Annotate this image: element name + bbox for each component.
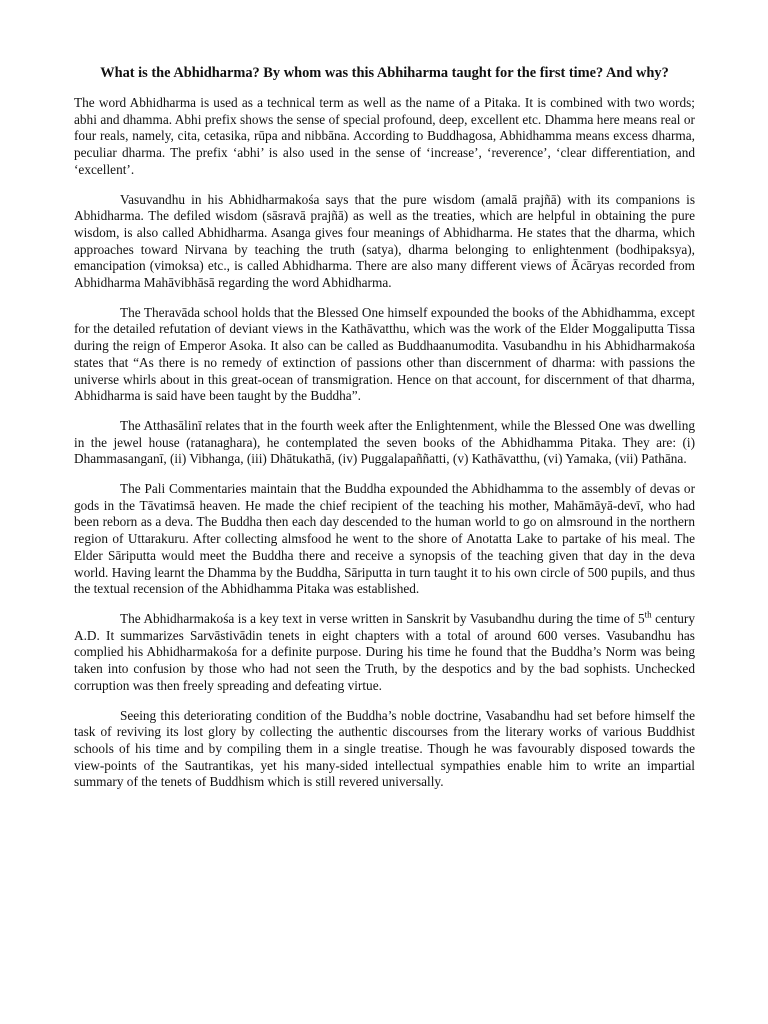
paragraph-2: Vasuvandhu in his Abhidharmakośa says that the pure wisdom (amalā prajñā) with its companions is Abhidharma. The defiled wisdom (sāsravā prajñā) as well as the treaties, which are helpful in obtaining the pure wisdom, is also called Abhidharma. Asanga gives four meanings of Abhidharma. He states that the dharma, which approaches toward Nirvana by teaching the truth (satya), dharma belonging to enlightenment (bodhipaksya), emancipation (vimoksa) etc., is called Abhidharma. There are also many different views of Ācāryas recorded from Abhidharma Mahāvibhāsā regarding the word Abhidharma. (74, 191, 695, 291)
paragraph-6 (74, 611, 695, 695)
paragraph-4: The Atthasālinī relates that in the fourth week after the Enlightenment, while the Blessed One was dwelling in the jewel house (ratanaghara), he contemplated the seven books of the Abhidhamma Pitaka. They are: (i) Dhammasanganī, (ii) Vibhanga, (iii) Dhātukathā, (iv) Puggalapaññatti, (v) Kathāvatthu, (vi) Yamaka, (vii) Pathāna. (74, 417, 695, 467)
paragraph-7: Seeing this deteriorating condition of the Buddha’s noble doctrine, Vasabandhu had set before himself the task of reviving its lost glory by collecting the authentic discourses from the literary works of various Buddhist schools of his time and by compiling them in a single treatise. Though he was favourably disposed towards the view-points of the Sautrantikas, yet his many-sided intellectual sympathies enable him to write an impartial summary of the tenets of Buddhism which is still revered universally. (74, 707, 695, 790)
paragraph-5: The Pali Commentaries maintain that the Buddha expounded the Abhidhamma to the assembly of devas or gods in the Tāvatimsā heaven. He made the chief recipient of the teaching his mother, Mahāmāyā-devī, who had been reborn as a deva. The Buddha then each day descended to the human world to go on almsround in the northern region of Uttarakuru. After collecting almsfood he went to the shore of Anotatta Lake to partake of his meal. The Elder Sāriputta would meet the Buddha there and receive a synopsis of the teaching given that day in the deva world. Having learnt the Dhamma by the Buddha, Sāriputta in turn taught it to his own circle of 500 pupils, and thus the textual recension of the Abhidhamma Pitaka was established. (74, 481, 695, 597)
ordinal-suffix: th (644, 609, 652, 620)
page-title: What is the Abhidharma? By whom was this Abhiharma taught for the first time? And why? (100, 65, 669, 81)
paragraph-3: The Theravāda school holds that the Blessed One himself expounded the books of the Abhidhamma, except for the detailed refutation of deviant views in the Kathāvatthu, which was the work of the Elder Moggaliputta Tissa during the reign of Emperor Asoka. It also can be called as Buddhaanumodita. Vasubandhu in his Abhidharmakośa states that “As there is no remedy of extinction of passions other than discernment of dharma: with passions the universe whirls about in this great-ocean of transmigration. Hence on that account, for discernment of that dharma, Abhidharma is said have been taught by the Buddha”. (74, 304, 695, 404)
paragraph-1: The word Abhidharma is used as a technical term as well as the name of a Pitaka. It is combined with two words; abhi and dhamma. Abhi prefix shows the sense of special profound, deep, excellent etc. Dhamma here means real or four reals, namely, cita, cetasika, rūpa and nibbāna. According to Buddhagosa, Abhidhamma means excess dharma, peculiar dharma. The prefix ‘abhi’ is also used in the sense of ‘increase’, ‘reverence’, ‘clear differentiation, and ‘excellent’. (74, 95, 695, 177)
paragraph-6-start: The Abhidharmakośa is a key text in verse written in Sanskrit by Vasubandhu during the time of 5 (120, 610, 645, 626)
paragraph-6-end: century A.D. It summarizes Sarvāstivādin tenets in eight chapters with a total of around 600 verses. Vasubandhu has complied his Abhidharmakośa for a definite purpose. During his time he found that the Buddha’s Norm was being taken into confusion by those who had not seen the Truth, by the despotics and by the bad sophists. Unchecked corruption was then freely spreading and defeating virtue. (74, 610, 695, 693)
